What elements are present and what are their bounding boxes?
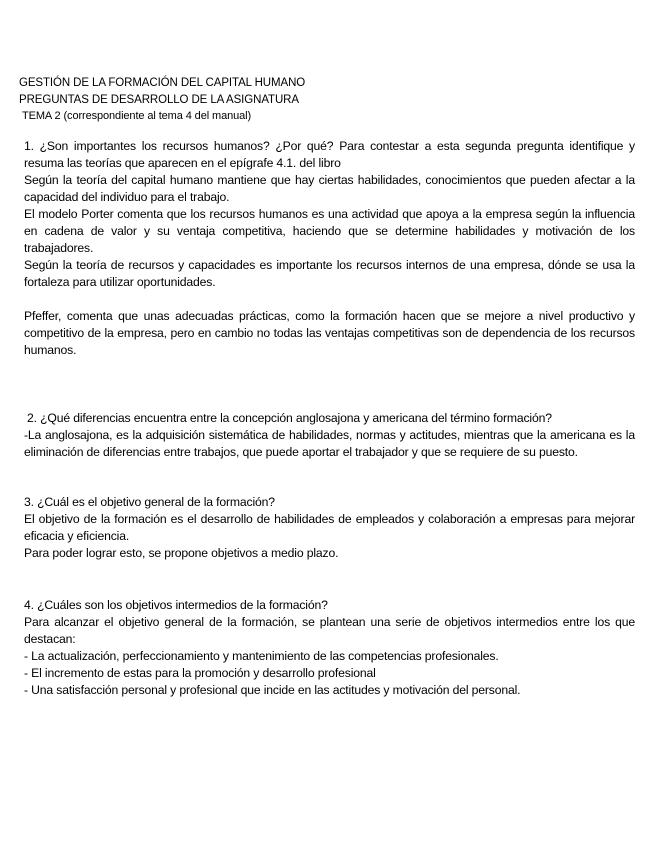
answer-1-paragraph-3: Según la teoría de recursos y capacidades es importante los recursos internos de una empresa, dónde se usa la fortaleza para utilizar oportunidades. — [24, 258, 635, 289]
question-block-2 — [24, 410, 635, 461]
question-block-4 — [24, 597, 635, 699]
topic-subtitle: TEMA 2 (correspondiente al tema 4 del manual) — [22, 110, 252, 122]
answer-4-paragraph-1: Para alcanzar el objetivo general de la formación, se plantean una serie de objetivos intermedios entre los que destacan: — [24, 615, 635, 646]
question-1: 1. ¿Son importantes los recursos humanos? ¿Por qué? Para contestar a esta segunda pregunta identifique y resuma las teorías que aparecen en el epígrafe 4.1. del libro — [24, 139, 635, 170]
answer-1-paragraph-1: Según la teoría del capital humano mantiene que hay ciertas habilidades, conocimientos que pueden afectar a la capacidad del individuo para el trabajo. — [24, 173, 635, 204]
answer-1-paragraph-2: El modelo Porter comenta que los recursos humanos es una actividad que apoya a la empresa según la influencia en cadena de valor y su ventaja competitiva, haciendo que se determine habilidades y motivación de los trabajadores. — [24, 207, 635, 255]
document-header — [19, 75, 305, 125]
section-title: PREGUNTAS DE DESARROLLO DE LA ASIGNATURA — [19, 93, 299, 106]
answer-4-bullet-2: - El incremento de estas para la promoción y desarrollo profesional — [24, 666, 376, 680]
question-2: 2. ¿Qué diferencias encuentra entre la concepción anglosajona y americana del término formación? — [27, 411, 552, 425]
answer-2-paragraph-1: -La anglosajona, es la adquisición sistemática de habilidades, normas y actitudes, mientras que la americana es la eliminación de diferencias entre trabajos, que puede aportar el trabajador y que se requiere de su puesto. — [24, 428, 635, 459]
answer-4-bullet-3: - Una satisfacción personal y profesional que incide en las actitudes y motivación del personal. — [24, 683, 521, 697]
course-title: GESTIÓN DE LA FORMACIÓN DEL CAPITAL HUMANO — [19, 77, 306, 89]
answer-1-paragraph-4: Pfeffer, comenta que unas adecuadas prácticas, como la formación hacen que se mejore a nivel productivo y competitivo de la empresa, pero en cambio no todas las ventajas competitivas son de dependencia de los recursos humanos. — [24, 309, 635, 357]
answer-4-bullet-1: - La actualización, perfeccionamiento y mantenimiento de las competencias profesionales. — [24, 649, 499, 663]
question-4: 4. ¿Cuáles son los objetivos intermedios de la formación? — [24, 598, 328, 612]
answer-3-paragraph-2: Para poder lograr esto, se propone objetivos a medio plazo. — [24, 546, 339, 560]
answer-3-paragraph-1: El objetivo de la formación es el desarrollo de habilidades de empleados y colaboración a empresas para mejorar eficacia y eficiencia. — [24, 512, 635, 543]
question-3: 3. ¿Cuál es el objetivo general de la formación? — [24, 495, 275, 509]
paragraph-spacer — [24, 291, 635, 308]
question-block-3 — [24, 494, 635, 562]
question-block-1 — [24, 138, 635, 359]
